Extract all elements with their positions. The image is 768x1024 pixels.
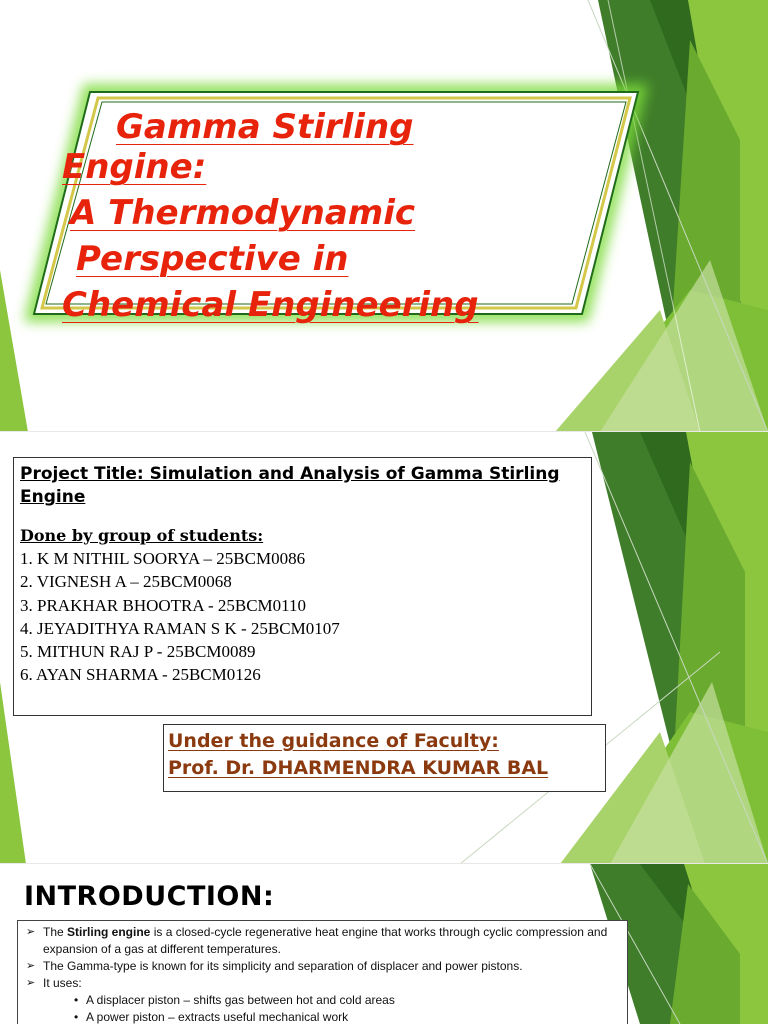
guidance-label: Under the guidance of Faculty: <box>168 730 499 752</box>
student-item: 5. MITHUN RAJ P - 25BCM0089 <box>20 642 256 662</box>
guidance-box <box>163 724 606 792</box>
bullet-text: A displacer piston – shifts gas between hot and cold areas <box>86 993 395 1007</box>
title-slide <box>0 0 768 432</box>
bullet-item <box>24 958 621 975</box>
title-line-1: Gamma Stirling <box>116 107 414 147</box>
dot-bullet-icon: • <box>74 1010 79 1024</box>
done-by-label: Done by group of students: <box>20 526 264 545</box>
arrow-bullet-icon: ➢ <box>26 977 36 989</box>
bullet-text: A power piston – extracts useful mechanical work <box>86 1010 349 1024</box>
title-line-3: A Thermodynamic <box>70 193 416 233</box>
title-line-5: Chemical Engineering <box>62 285 479 325</box>
faculty-name: Prof. Dr. DHARMENDRA KUMAR BAL <box>168 757 549 779</box>
student-item: 6. AYAN SHARMA - 25BCM0126 <box>20 665 261 685</box>
bullet-item <box>24 975 621 992</box>
student-item: 4. JEYADITHYA RAMAN S K - 25BCM0107 <box>20 618 340 638</box>
project-info-box <box>13 457 592 716</box>
project-slide <box>0 432 768 864</box>
introduction-slide <box>0 864 768 1024</box>
dot-bullet-icon: • <box>74 993 79 1007</box>
student-list <box>20 547 585 687</box>
student-item: 1. K M NITHIL SOORYA – 25BCM0086 <box>20 549 306 568</box>
arrow-bullet-icon: ➢ <box>26 926 36 938</box>
presentation-title <box>62 104 622 328</box>
bullet-bold-term: Stirling engine <box>67 925 151 939</box>
bullet-text: It uses: <box>43 976 82 990</box>
sub-bullet-item <box>24 1009 621 1024</box>
bullet-text: The <box>43 925 68 939</box>
sub-bullet-item <box>24 992 621 1009</box>
introduction-heading: INTRODUCTION: <box>24 881 275 912</box>
arrow-bullet-icon: ➢ <box>26 960 36 972</box>
title-line-4: Perspective in <box>76 239 349 279</box>
student-item: 3. PRAKHAR BHOOTRA - 25BCM0110 <box>20 595 307 615</box>
student-item: 2. VIGNESH A – 25BCM0068 <box>20 572 232 592</box>
bullet-text: is a closed-cycle regenerative heat engine that works through cyclic compression and expansion of a gas at different temperatures. <box>43 925 608 956</box>
title-line-2: Engine: <box>62 147 207 187</box>
introduction-content-box <box>17 920 628 1024</box>
bullet-item <box>24 924 621 958</box>
bullet-text: The Gamma-type is known for its simplicity and separation of displacer and power pistons. <box>43 959 523 973</box>
project-title: Project Title: Simulation and Analysis of Gamma Stirling Engine <box>20 464 560 507</box>
